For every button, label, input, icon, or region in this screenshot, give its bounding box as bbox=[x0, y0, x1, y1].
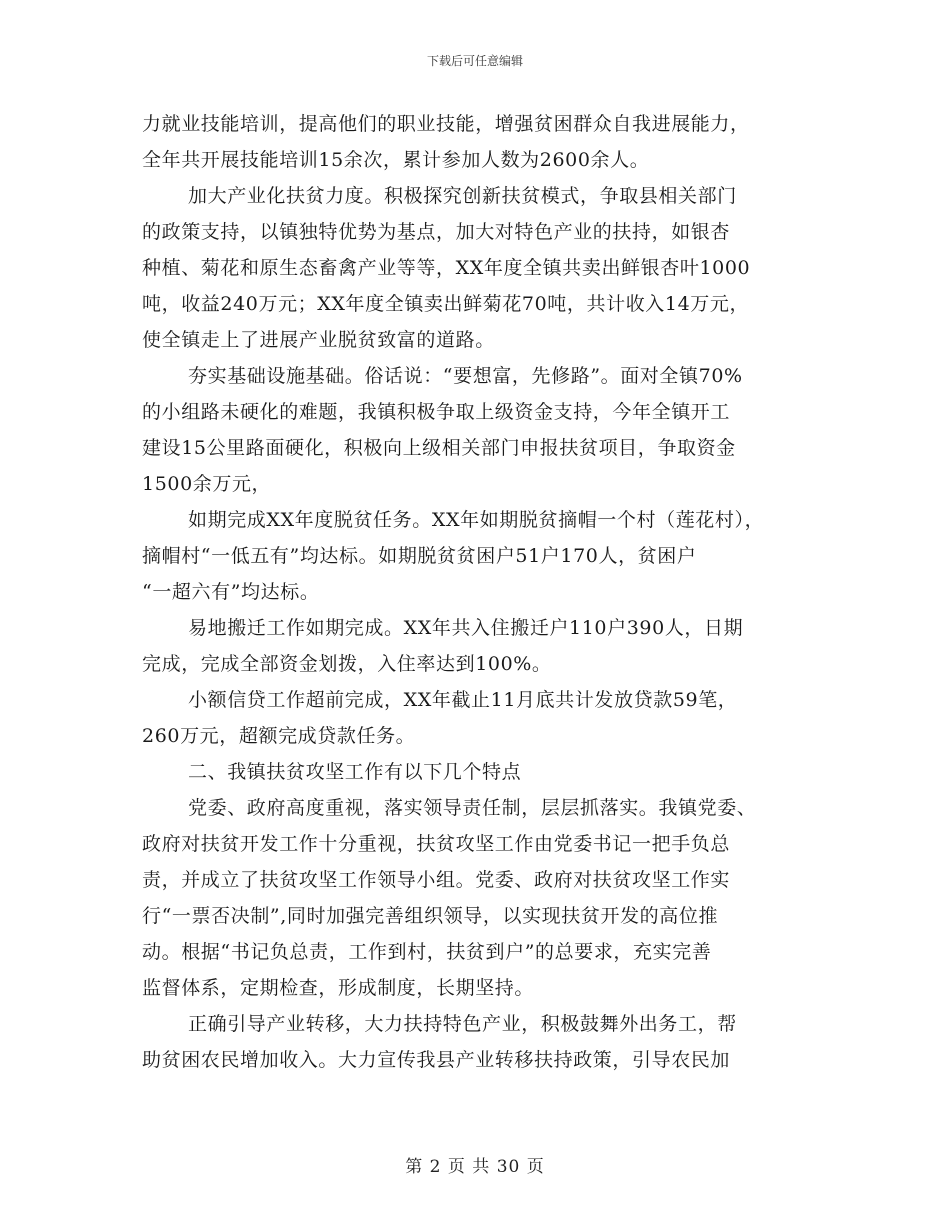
text-line: 正确引导产业转移，大力扶持特色产业，积极鼓舞外出务工，帮 bbox=[188, 1013, 737, 1035]
text-line: 建设15公里路面硬化，积极向上级相关部门申报扶贫项目，争取资金 bbox=[142, 437, 736, 459]
document-body bbox=[142, 106, 808, 1078]
text-line: 的政策支持，以镇独特优势为基点，加大对特色产业的扶持，如银杏 bbox=[142, 221, 731, 243]
page-number: 第 2 页 共 30 页 bbox=[405, 1157, 545, 1177]
text-line: 政府对扶贫开发工作十分重视，扶贫攻坚工作由党委书记一把手负总 bbox=[142, 833, 731, 855]
text-line: 260万元，超额完成贷款任务。 bbox=[142, 725, 416, 747]
text-line: 1500余万元， bbox=[142, 473, 272, 495]
text-line: 力就业技能培训，提高他们的职业技能，增强贫困群众自我进展能力， bbox=[142, 113, 750, 135]
text-line: 如期完成XX年度脱贫任务。XX年如期脱贫摘帽一个村（莲花村）， bbox=[188, 509, 765, 531]
text-line: 摘帽村“一低五有”均达标。如期脱贫贫困户51户170人，贫困户 bbox=[142, 545, 697, 567]
text-line: 监督体系，定期检查，形成制度，长期坚持。 bbox=[142, 977, 535, 999]
text-line: “一超六有”均达标。 bbox=[142, 581, 320, 603]
text-line: 使全镇走上了进展产业脱贫致富的道路。 bbox=[142, 329, 495, 351]
text-line: 行“一票否决制”,同时加强完善组织领导，以实现扶贫开发的高位推 bbox=[142, 905, 719, 927]
text-line: 小额信贷工作超前完成，XX年截止11月底共计发放贷款59笔， bbox=[188, 689, 738, 711]
text-line: 吨，收益240万元；XX年度全镇卖出鲜菊花70吨，共计收入14万元， bbox=[142, 293, 750, 315]
text-line: 夯实基础设施基础。俗话说：“要想富，先修路”。面对全镇70% bbox=[188, 365, 743, 387]
text-line: 责，并成立了扶贫攻坚工作领导小组。党委、政府对扶贫攻坚工作实 bbox=[142, 869, 731, 891]
text-line: 党委、政府高度重视，落实领导责任制，层层抓落实。我镇党委、 bbox=[188, 797, 757, 819]
header-note: 下载后可任意编辑 bbox=[426, 54, 523, 68]
text-line: 的小组路未硬化的难题，我镇积极争取上级资金支持，今年全镇开工 bbox=[142, 401, 731, 423]
text-line: 易地搬迁工作如期完成。XX年共入住搬迁户110户390人，日期 bbox=[188, 617, 744, 639]
text-line: 全年共开展技能培训15余次，累计参加人数为2600余人。 bbox=[142, 149, 650, 171]
text-line: 二、我镇扶贫攻坚工作有以下几个特点 bbox=[188, 761, 522, 783]
text-line: 动。根据“书记负总责，工作到村，扶贫到户”的总要求，充实完善 bbox=[142, 941, 712, 963]
text-line: 完成，完成全部资金划拨，入住率达到100%。 bbox=[142, 653, 552, 675]
text-line: 种植、菊花和原生态畜禽产业等等，XX年度全镇共卖出鲜银杏叶1000 bbox=[142, 257, 751, 279]
text-line: 加大产业化扶贫力度。积极探究创新扶贫模式，争取县相关部门 bbox=[188, 185, 737, 207]
text-line: 助贫困农民增加收入。大力宣传我县产业转移扶持政策，引导农民加 bbox=[142, 1049, 731, 1071]
